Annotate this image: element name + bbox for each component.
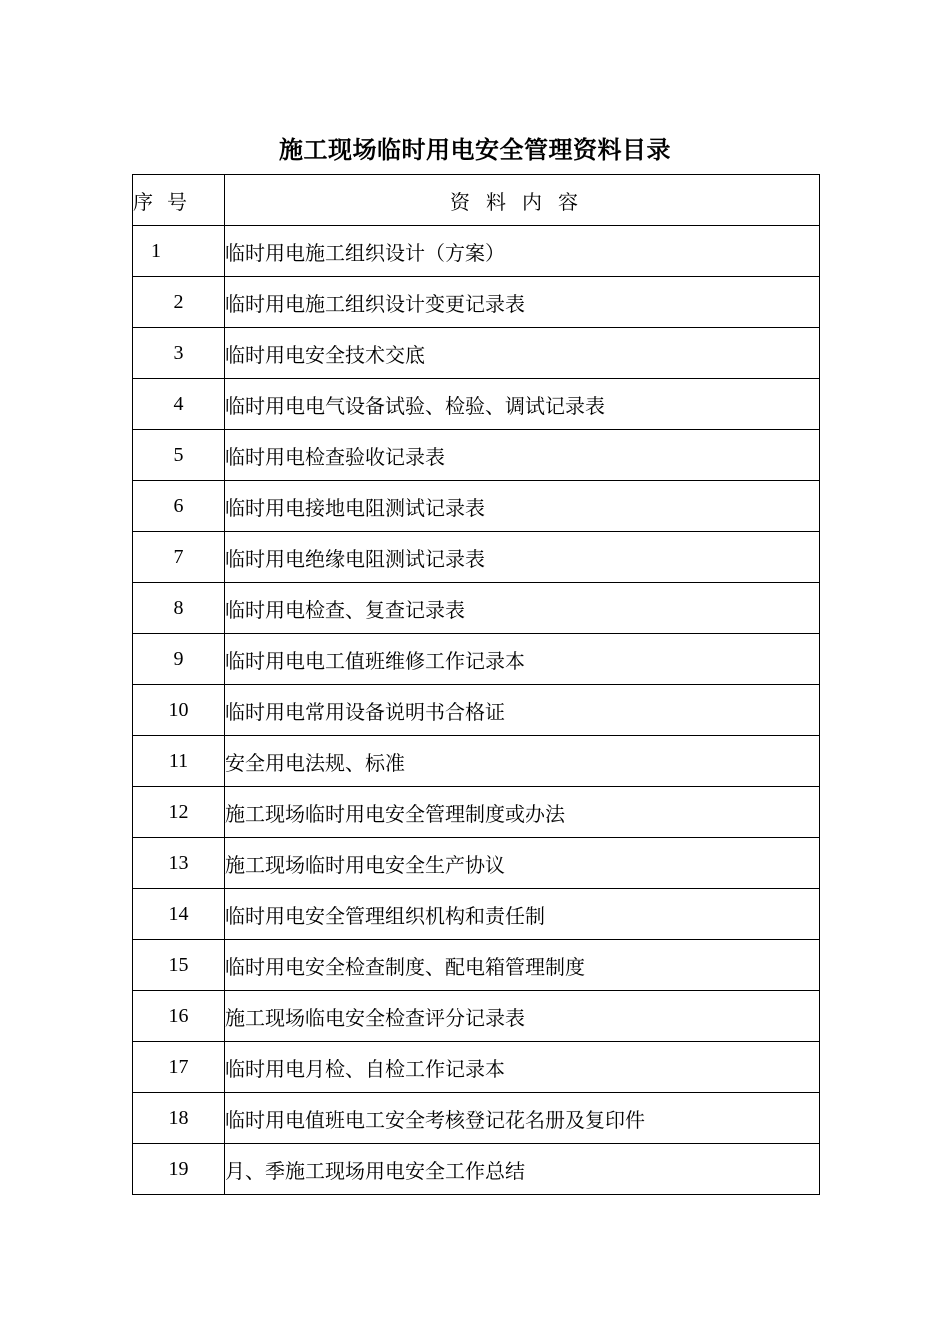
- row-number: 16: [133, 991, 225, 1042]
- table-row: [133, 787, 820, 838]
- row-number: 13: [133, 838, 225, 889]
- row-number: 12: [133, 787, 225, 838]
- row-content: 临时用电检查验收记录表: [225, 430, 820, 481]
- row-content: 临时用电值班电工安全考核登记花名册及复印件: [225, 1093, 820, 1144]
- header-content: 资料内容: [225, 175, 820, 226]
- row-content: 施工现场临电安全检查评分记录表: [225, 991, 820, 1042]
- row-content: 临时用电电工值班维修工作记录本: [225, 634, 820, 685]
- row-number: 3: [133, 328, 225, 379]
- table-row: [133, 685, 820, 736]
- row-number: 11: [133, 736, 225, 787]
- row-content: 临时用电常用设备说明书合格证: [225, 685, 820, 736]
- table-row: [133, 1093, 820, 1144]
- row-content: 临时用电电气设备试验、检验、调试记录表: [225, 379, 820, 430]
- row-content: 安全用电法规、标准: [225, 736, 820, 787]
- row-number: 2: [133, 277, 225, 328]
- row-number: 9: [133, 634, 225, 685]
- document-title: 施工现场临时用电安全管理资料目录: [279, 135, 671, 164]
- row-content: 临时用电安全管理组织机构和责任制: [225, 889, 820, 940]
- table-row: [133, 226, 820, 277]
- row-number: 4: [133, 379, 225, 430]
- table-row: [133, 1144, 820, 1195]
- row-content: 施工现场临时用电安全生产协议: [225, 838, 820, 889]
- table-row: [133, 940, 820, 991]
- table-row: [133, 889, 820, 940]
- table-row: [133, 1042, 820, 1093]
- catalog-table: [132, 174, 820, 1195]
- table-body: [133, 226, 820, 1195]
- row-content: 临时用电安全技术交底: [225, 328, 820, 379]
- row-number: 8: [133, 583, 225, 634]
- row-content: 施工现场临时用电安全管理制度或办法: [225, 787, 820, 838]
- table-row: [133, 277, 820, 328]
- row-number: 7: [133, 532, 225, 583]
- table-row: [133, 583, 820, 634]
- table-row: [133, 379, 820, 430]
- row-content: 临时用电检查、复查记录表: [225, 583, 820, 634]
- row-number: 5: [133, 430, 225, 481]
- row-number: 6: [133, 481, 225, 532]
- row-content: 临时用电月检、自检工作记录本: [225, 1042, 820, 1093]
- table-row: [133, 532, 820, 583]
- row-number: 10: [133, 685, 225, 736]
- row-content: 月、季施工现场用电安全工作总结: [225, 1144, 820, 1195]
- table-header-row: [133, 175, 820, 226]
- row-content: 临时用电安全检查制度、配电箱管理制度: [225, 940, 820, 991]
- row-content: 临时用电施工组织设计（方案）: [225, 226, 820, 277]
- row-number: 1: [133, 226, 225, 277]
- table-row: [133, 838, 820, 889]
- row-number: 17: [133, 1042, 225, 1093]
- row-content: 临时用电施工组织设计变更记录表: [225, 277, 820, 328]
- table-row: [133, 430, 820, 481]
- row-content: 临时用电绝缘电阻测试记录表: [225, 532, 820, 583]
- row-number: 18: [133, 1093, 225, 1144]
- table-row: [133, 481, 820, 532]
- row-number: 14: [133, 889, 225, 940]
- row-number: 15: [133, 940, 225, 991]
- row-content: 临时用电接地电阻测试记录表: [225, 481, 820, 532]
- table-row: [133, 634, 820, 685]
- row-number: 19: [133, 1144, 225, 1195]
- header-number: 序号: [133, 175, 225, 226]
- table-row: [133, 736, 820, 787]
- table-row: [133, 328, 820, 379]
- table-row: [133, 991, 820, 1042]
